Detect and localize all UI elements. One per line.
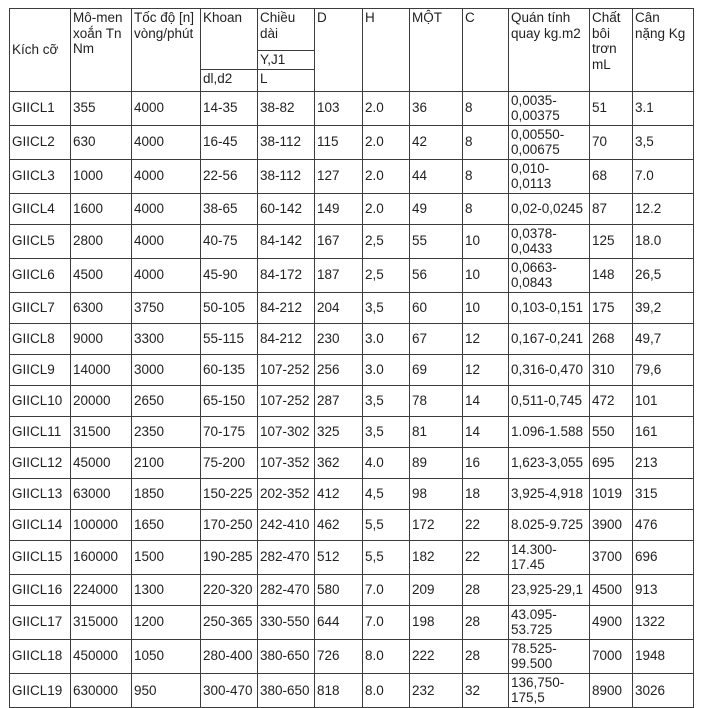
- cell-torque: 45000: [71, 447, 132, 478]
- cell-bore: 60-135: [201, 354, 258, 385]
- cell-d: 325: [315, 416, 363, 447]
- cell-lubricant: 7000: [590, 639, 633, 673]
- cell-h: 2.0: [363, 159, 410, 193]
- cell-torque: 630: [71, 125, 132, 159]
- cell-lubricant: 310: [590, 354, 633, 385]
- cell-lubricant: 125: [590, 224, 633, 258]
- cell-length: 107-252: [258, 354, 315, 385]
- cell-weight: 101: [633, 385, 694, 416]
- cell-mot: 232: [410, 673, 463, 707]
- cell-c: 12: [463, 354, 509, 385]
- cell-lubricant: 8900: [590, 673, 633, 707]
- cell-length: 84-142: [258, 224, 315, 258]
- cell-torque: 4500: [71, 258, 132, 292]
- cell-torque: 31500: [71, 416, 132, 447]
- cell-speed: 4000: [132, 159, 201, 193]
- cell-size: GIICL13: [10, 478, 71, 509]
- cell-lubricant: 68: [590, 159, 633, 193]
- cell-size: GIICL2: [10, 125, 71, 159]
- cell-h: 3,5: [363, 292, 410, 323]
- cell-length: 84-172: [258, 258, 315, 292]
- cell-c: 12: [463, 323, 509, 354]
- cell-torque: 100000: [71, 509, 132, 540]
- cell-torque: 450000: [71, 639, 132, 673]
- cell-h: 2.0: [363, 193, 410, 224]
- cell-inertia: 78.525-99.500: [509, 639, 590, 673]
- cell-d: 103: [315, 91, 363, 125]
- cell-length: 380-650: [258, 639, 315, 673]
- cell-d: 818: [315, 673, 363, 707]
- cell-torque: 9000: [71, 323, 132, 354]
- table-row: [10, 540, 694, 574]
- cell-mot: 44: [410, 159, 463, 193]
- cell-c: 14: [463, 385, 509, 416]
- cell-lubricant: 4900: [590, 605, 633, 639]
- cell-length: 107-252: [258, 385, 315, 416]
- cell-speed: 1200: [132, 605, 201, 639]
- cell-weight: 913: [633, 574, 694, 605]
- cell-c: 32: [463, 673, 509, 707]
- cell-speed: 4000: [132, 224, 201, 258]
- cell-h: 8.0: [363, 639, 410, 673]
- cell-torque: 2800: [71, 224, 132, 258]
- cell-d: 644: [315, 605, 363, 639]
- cell-bore: 40-75: [201, 224, 258, 258]
- cell-d: 362: [315, 447, 363, 478]
- cell-mot: 78: [410, 385, 463, 416]
- cell-lubricant: 1019: [590, 478, 633, 509]
- cell-size: GIICL9: [10, 354, 71, 385]
- cell-length: 38-112: [258, 125, 315, 159]
- cell-mot: 98: [410, 478, 463, 509]
- cell-mot: 49: [410, 193, 463, 224]
- table-row: [10, 416, 694, 447]
- cell-d: 726: [315, 639, 363, 673]
- header-d: D: [315, 9, 363, 92]
- cell-lubricant: 175: [590, 292, 633, 323]
- cell-weight: 79,6: [633, 354, 694, 385]
- cell-mot: 222: [410, 639, 463, 673]
- cell-weight: 7.0: [633, 159, 694, 193]
- header-torque: Mô-men xoắn Tn Nm: [71, 9, 132, 92]
- cell-inertia: 0,00550-0,00675: [509, 125, 590, 159]
- cell-inertia: 0,0378-0,0433: [509, 224, 590, 258]
- cell-h: 8.0: [363, 673, 410, 707]
- cell-d: 412: [315, 478, 363, 509]
- cell-length: 242-410: [258, 509, 315, 540]
- header-length: Chiều dài: [258, 9, 315, 51]
- cell-mot: 198: [410, 605, 463, 639]
- cell-speed: 950: [132, 673, 201, 707]
- table-row: [10, 509, 694, 540]
- cell-inertia: 23,925-29,1: [509, 574, 590, 605]
- cell-speed: 2350: [132, 416, 201, 447]
- cell-mot: 36: [410, 91, 463, 125]
- table-row: [10, 292, 694, 323]
- cell-c: 10: [463, 292, 509, 323]
- cell-bore: 65-150: [201, 385, 258, 416]
- cell-mot: 55: [410, 224, 463, 258]
- cell-inertia: 43.095-53.725: [509, 605, 590, 639]
- cell-weight: 3026: [633, 673, 694, 707]
- cell-h: 5,5: [363, 540, 410, 574]
- cell-lubricant: 268: [590, 323, 633, 354]
- cell-size: GIICL6: [10, 258, 71, 292]
- table-row: [10, 478, 694, 509]
- cell-lubricant: 695: [590, 447, 633, 478]
- cell-weight: 12.2: [633, 193, 694, 224]
- cell-lubricant: 550: [590, 416, 633, 447]
- cell-c: 10: [463, 258, 509, 292]
- table-row: [10, 125, 694, 159]
- cell-length: 330-550: [258, 605, 315, 639]
- header-inertia: Quán tính quay kg.m2: [509, 9, 590, 92]
- cell-weight: 49,7: [633, 323, 694, 354]
- cell-c: 28: [463, 605, 509, 639]
- table-row: [10, 673, 694, 707]
- cell-mot: 81: [410, 416, 463, 447]
- table-body: [10, 91, 694, 707]
- cell-torque: 20000: [71, 385, 132, 416]
- cell-inertia: 0,010-0,0113: [509, 159, 590, 193]
- cell-bore: 45-90: [201, 258, 258, 292]
- cell-speed: 1050: [132, 639, 201, 673]
- cell-c: 22: [463, 540, 509, 574]
- cell-size: GIICL10: [10, 385, 71, 416]
- table-row: [10, 193, 694, 224]
- cell-bore: 190-285: [201, 540, 258, 574]
- cell-c: 8: [463, 159, 509, 193]
- cell-speed: 1500: [132, 540, 201, 574]
- table-row: [10, 258, 694, 292]
- header-c: C: [463, 9, 509, 92]
- cell-speed: 3300: [132, 323, 201, 354]
- cell-h: 3.0: [363, 323, 410, 354]
- cell-length: 84-212: [258, 292, 315, 323]
- cell-torque: 1000: [71, 159, 132, 193]
- cell-weight: 3.1: [633, 91, 694, 125]
- cell-inertia: 1,623-3,055: [509, 447, 590, 478]
- cell-weight: 696: [633, 540, 694, 574]
- cell-h: 5,5: [363, 509, 410, 540]
- cell-size: GIICL11: [10, 416, 71, 447]
- cell-speed: 1650: [132, 509, 201, 540]
- cell-lubricant: 70: [590, 125, 633, 159]
- cell-inertia: 0,0663-0,0843: [509, 258, 590, 292]
- cell-mot: 89: [410, 447, 463, 478]
- cell-inertia: 0,316-0,470: [509, 354, 590, 385]
- cell-size: GIICL3: [10, 159, 71, 193]
- table-row: [10, 639, 694, 673]
- cell-weight: 213: [633, 447, 694, 478]
- cell-bore: 38-65: [201, 193, 258, 224]
- header-length-sub2: L: [258, 69, 315, 91]
- cell-speed: 4000: [132, 193, 201, 224]
- cell-d: 287: [315, 385, 363, 416]
- cell-d: 256: [315, 354, 363, 385]
- cell-torque: 6300: [71, 292, 132, 323]
- cell-size: GIICL19: [10, 673, 71, 707]
- cell-length: 38-82: [258, 91, 315, 125]
- cell-weight: 315: [633, 478, 694, 509]
- cell-d: 230: [315, 323, 363, 354]
- cell-d: 187: [315, 258, 363, 292]
- cell-size: GIICL18: [10, 639, 71, 673]
- cell-length: 38-112: [258, 159, 315, 193]
- cell-mot: 172: [410, 509, 463, 540]
- cell-speed: 2100: [132, 447, 201, 478]
- cell-c: 18: [463, 478, 509, 509]
- cell-weight: 18.0: [633, 224, 694, 258]
- cell-c: 8: [463, 91, 509, 125]
- cell-inertia: 8.025-9.725: [509, 509, 590, 540]
- cell-mot: 209: [410, 574, 463, 605]
- cell-bore: 16-45: [201, 125, 258, 159]
- table-row: [10, 385, 694, 416]
- cell-bore: 70-175: [201, 416, 258, 447]
- table-row: [10, 354, 694, 385]
- cell-lubricant: 3900: [590, 509, 633, 540]
- cell-length: 380-650: [258, 673, 315, 707]
- cell-length: 107-302: [258, 416, 315, 447]
- cell-weight: 26,5: [633, 258, 694, 292]
- cell-size: GIICL4: [10, 193, 71, 224]
- cell-size: GIICL16: [10, 574, 71, 605]
- cell-d: 167: [315, 224, 363, 258]
- cell-d: 127: [315, 159, 363, 193]
- cell-size: GIICL14: [10, 509, 71, 540]
- cell-weight: 476: [633, 509, 694, 540]
- cell-bore: 75-200: [201, 447, 258, 478]
- cell-h: 7.0: [363, 605, 410, 639]
- cell-length: 84-212: [258, 323, 315, 354]
- cell-h: 2,5: [363, 258, 410, 292]
- cell-inertia: 0,167-0,241: [509, 323, 590, 354]
- cell-torque: 355: [71, 91, 132, 125]
- table-row: [10, 91, 694, 125]
- cell-torque: 63000: [71, 478, 132, 509]
- table-row: [10, 574, 694, 605]
- cell-mot: 69: [410, 354, 463, 385]
- cell-h: 3,5: [363, 385, 410, 416]
- cell-bore: 14-35: [201, 91, 258, 125]
- cell-weight: 161: [633, 416, 694, 447]
- table-row: [10, 224, 694, 258]
- cell-inertia: 0,0035-0,00375: [509, 91, 590, 125]
- cell-speed: 4000: [132, 91, 201, 125]
- cell-h: 3,5: [363, 416, 410, 447]
- table-row: [10, 605, 694, 639]
- cell-inertia: 136,750-175,5: [509, 673, 590, 707]
- cell-h: 4,5: [363, 478, 410, 509]
- cell-size: GIICL17: [10, 605, 71, 639]
- header-mot: MỘT: [410, 9, 463, 92]
- cell-size: GIICL5: [10, 224, 71, 258]
- cell-speed: 1300: [132, 574, 201, 605]
- cell-lubricant: 472: [590, 385, 633, 416]
- cell-size: GIICL8: [10, 323, 71, 354]
- cell-bore: 250-365: [201, 605, 258, 639]
- cell-speed: 3000: [132, 354, 201, 385]
- header-size: Kích cỡ: [10, 9, 71, 92]
- cell-mot: 67: [410, 323, 463, 354]
- cell-inertia: 14.300-17.45: [509, 540, 590, 574]
- header-weight: Cân nặng Kg: [633, 9, 694, 92]
- header-speed: Tốc độ [n] vòng/phút: [132, 9, 201, 92]
- coupling-spec-table: [9, 8, 694, 708]
- cell-speed: 4000: [132, 125, 201, 159]
- cell-lubricant: 51: [590, 91, 633, 125]
- cell-length: 282-470: [258, 540, 315, 574]
- cell-speed: 3750: [132, 292, 201, 323]
- cell-c: 16: [463, 447, 509, 478]
- cell-d: 149: [315, 193, 363, 224]
- cell-mot: 60: [410, 292, 463, 323]
- cell-c: 10: [463, 224, 509, 258]
- cell-torque: 315000: [71, 605, 132, 639]
- cell-c: 14: [463, 416, 509, 447]
- cell-h: 2,5: [363, 224, 410, 258]
- cell-inertia: 1.096-1.588: [509, 416, 590, 447]
- header-bore: Khoan: [201, 9, 258, 70]
- cell-h: 4.0: [363, 447, 410, 478]
- cell-weight: 39,2: [633, 292, 694, 323]
- cell-size: GIICL1: [10, 91, 71, 125]
- cell-lubricant: 87: [590, 193, 633, 224]
- cell-d: 462: [315, 509, 363, 540]
- cell-bore: 22-56: [201, 159, 258, 193]
- cell-speed: 1850: [132, 478, 201, 509]
- cell-inertia: 3,925-4,918: [509, 478, 590, 509]
- cell-length: 60-142: [258, 193, 315, 224]
- cell-weight: 1948: [633, 639, 694, 673]
- header-h: H: [363, 9, 410, 92]
- cell-bore: 150-225: [201, 478, 258, 509]
- cell-d: 204: [315, 292, 363, 323]
- cell-torque: 224000: [71, 574, 132, 605]
- cell-inertia: 0,103-0,151: [509, 292, 590, 323]
- cell-c: 28: [463, 574, 509, 605]
- cell-c: 8: [463, 125, 509, 159]
- cell-c: 28: [463, 639, 509, 673]
- cell-weight: 1322: [633, 605, 694, 639]
- cell-mot: 56: [410, 258, 463, 292]
- cell-lubricant: 3700: [590, 540, 633, 574]
- cell-lubricant: 148: [590, 258, 633, 292]
- cell-d: 580: [315, 574, 363, 605]
- cell-bore: 280-400: [201, 639, 258, 673]
- cell-length: 202-352: [258, 478, 315, 509]
- cell-h: 7.0: [363, 574, 410, 605]
- cell-torque: 1600: [71, 193, 132, 224]
- cell-length: 107-352: [258, 447, 315, 478]
- cell-torque: 630000: [71, 673, 132, 707]
- cell-inertia: 0,02-0,0245: [509, 193, 590, 224]
- table-row: [10, 323, 694, 354]
- cell-length: 282-470: [258, 574, 315, 605]
- cell-bore: 170-250: [201, 509, 258, 540]
- table-row: [10, 159, 694, 193]
- cell-lubricant: 4500: [590, 574, 633, 605]
- cell-bore: 300-470: [201, 673, 258, 707]
- header-bore-sub: dl,d2: [201, 69, 258, 91]
- cell-h: 2.0: [363, 125, 410, 159]
- cell-h: 2.0: [363, 91, 410, 125]
- cell-bore: 55-115: [201, 323, 258, 354]
- cell-size: GIICL15: [10, 540, 71, 574]
- cell-mot: 182: [410, 540, 463, 574]
- cell-weight: 3,5: [633, 125, 694, 159]
- cell-torque: 160000: [71, 540, 132, 574]
- cell-inertia: 0,511-0,745: [509, 385, 590, 416]
- header-lubricant: Chất bôi trơn mL: [590, 9, 633, 92]
- cell-bore: 220-320: [201, 574, 258, 605]
- cell-c: 8: [463, 193, 509, 224]
- cell-torque: 14000: [71, 354, 132, 385]
- cell-c: 22: [463, 509, 509, 540]
- cell-d: 512: [315, 540, 363, 574]
- cell-h: 3.0: [363, 354, 410, 385]
- cell-mot: 42: [410, 125, 463, 159]
- cell-size: GIICL7: [10, 292, 71, 323]
- cell-bore: 50-105: [201, 292, 258, 323]
- cell-d: 115: [315, 125, 363, 159]
- cell-speed: 2650: [132, 385, 201, 416]
- cell-speed: 4000: [132, 258, 201, 292]
- cell-size: GIICL12: [10, 447, 71, 478]
- table-row: [10, 447, 694, 478]
- header-length-sub1: Y,J1: [258, 51, 315, 70]
